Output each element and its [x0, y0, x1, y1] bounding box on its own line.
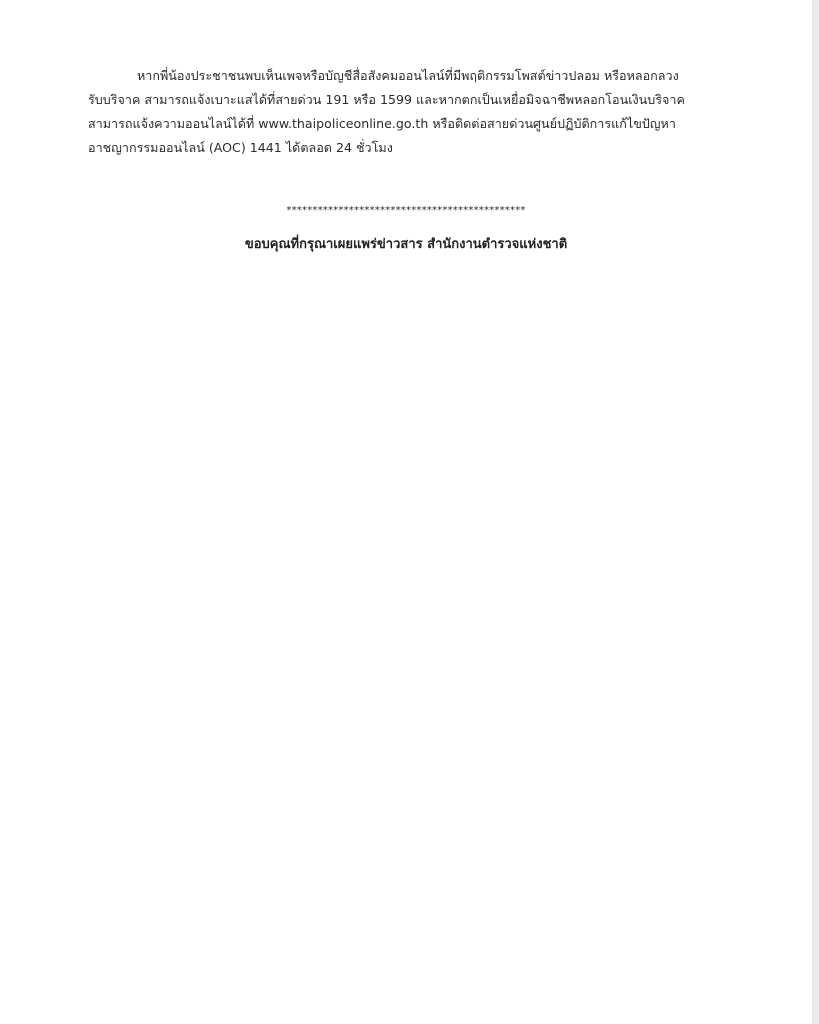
paragraph-line-2: รับบริจาค สามารถแจ้งเบาะแสได้ที่สายด่วน 191 หรือ 1599 และหากตกเป็นเหยื่อมิจฉาชีพหลอกโอนเงินบริจาค — [88, 92, 685, 107]
asterisk-separator: ********************************************** — [286, 205, 526, 216]
closing-thanks: ขอบคุณที่กรุณาเผยแพร่ข่าวสาร สำนักงานตำรวจแห่งชาติ — [244, 237, 568, 252]
body-paragraph — [88, 64, 748, 160]
paragraph-line-1: หากพี่น้องประชาชนพบเห็นเพจหรือบัญชีสื่อสังคมออนไลน์ที่มีพฤติกรรมโพสต์ข่าวปลอม หรือหลอกลวง — [137, 68, 679, 83]
paragraph-line-4: อาชญากรรมออนไลน์ (AOC) 1441 ได้ตลอด 24 ชั่วโมง — [88, 140, 393, 155]
paragraph-line-3: สามารถแจ้งความออนไลน์ได้ที่ www.thaipoliceonline.go.th หรือติดต่อสายด่วนศูนย์ปฏิบัติการแก้ไขปัญหา — [88, 116, 676, 131]
page-right-edge — [812, 0, 819, 1024]
